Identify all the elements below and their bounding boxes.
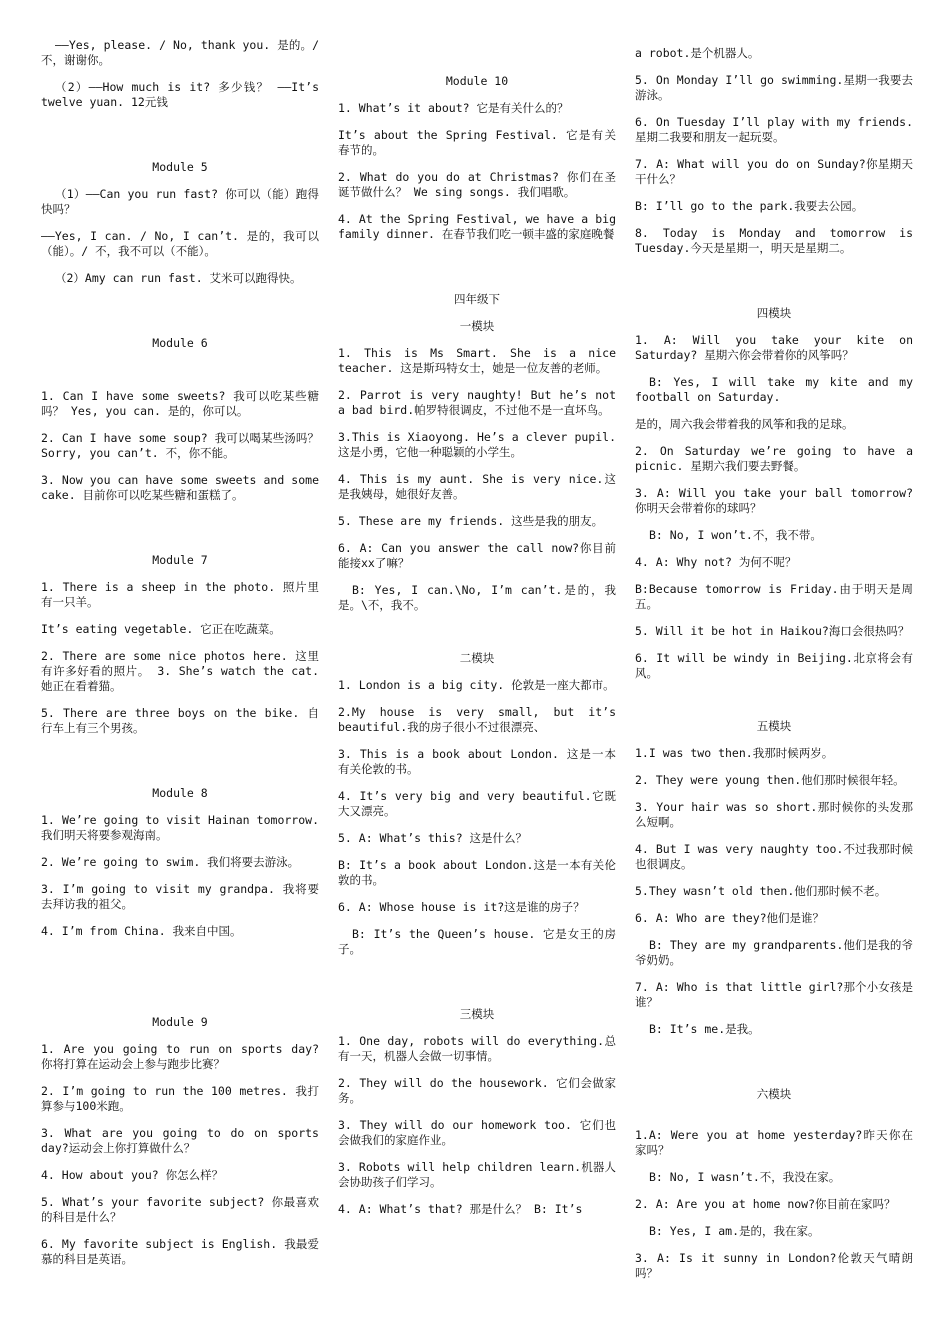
- module-heading: Module 10: [445, 74, 509, 88]
- paragraph: （2）Amy can run fast. 艾米可以跑得快。: [55, 271, 302, 285]
- paragraph: 2. What do you do at Christmas? 你们在圣诞节做什么？ We sing songs. 我们唱歌。: [338, 170, 616, 199]
- unit-heading: 五模块: [756, 719, 792, 733]
- paragraph: 5. On Monday I’ll go swimming.星期一我要去游泳。: [635, 73, 913, 102]
- paragraph: 6. A: Can you answer the call now?你目前能接xx了嘛？: [338, 541, 616, 570]
- paragraph: 3. They will do our homework too. 它们也会做我们的家庭作业。: [338, 1118, 616, 1147]
- paragraph: 1. Can I have some sweets? 我可以吃某些糖吗？ Yes, you can. 是的，你可以。: [41, 389, 319, 418]
- paragraph: 6. A: Who are they?他们是谁？: [635, 911, 825, 925]
- paragraph: 7. A: What will you do on Sunday?你星期天干什么？: [635, 157, 913, 186]
- paragraph: 1. This is Ms Smart. She is a nice teacher. 这是斯玛特女士，她是一位友善的老师。: [338, 346, 616, 375]
- paragraph: 6. My favorite subject is English. 我最爱慕的科目是英语。: [41, 1237, 319, 1266]
- paragraph: B: It’s the Queen’s house. 它是女王的房子。: [338, 927, 616, 956]
- unit-heading: 二模块: [459, 651, 495, 665]
- paragraph: 5. A: What’s this? 这是什么？: [338, 831, 528, 845]
- paragraph: （1）——Can you run fast? 你可以（能）跑得快吗？: [41, 187, 319, 216]
- paragraph: B: It’s me.是我。: [649, 1022, 760, 1036]
- grade-heading: 四年级下: [454, 292, 500, 306]
- paragraph: 2. Parrot is very naughty! But he’s not a bad bird.帕罗特很调皮，不过他不是一直坏鸟。: [338, 388, 616, 417]
- paragraph: 3. This is a book about London. 这是一本有关伦敦的书。: [338, 747, 616, 776]
- column-right: [635, 46, 913, 1293]
- paragraph: 2.My house is very small, but it’s beautiful.我的房子很小不过很漂亮、: [338, 705, 616, 734]
- module-heading: Module 6: [152, 336, 208, 350]
- paragraph: B: No, I won’t.不，我不带。: [649, 528, 822, 542]
- paragraph: 1. Are you going to run on sports day? 你将打算在运动会上参与跑步比赛？: [41, 1042, 319, 1071]
- paragraph: 3.This is Xiaoyong. He’s a clever pupil.这是小勇，它他一种聪颖的小学生。: [338, 430, 616, 459]
- paragraph: 5. These are my friends. 这些是我的朋友。: [338, 514, 604, 528]
- paragraph: 3. A: Is it sunny in London?伦敦天气晴朗吗？: [635, 1251, 913, 1280]
- paragraph: 6. On Tuesday I’ll play with my friends.星期二我要和朋友一起玩耍。: [635, 115, 913, 144]
- column-left: [41, 38, 319, 1279]
- paragraph: 4. A: What’s that? 那是什么？ B: It’s: [338, 1202, 583, 1216]
- module-heading: Module 8: [152, 786, 208, 800]
- unit-heading: 六模块: [756, 1087, 792, 1101]
- paragraph: 1.A: Were you at home yesterday?昨天你在家吗？: [635, 1128, 913, 1157]
- paragraph: 1. A: Will you take your kite on Saturday? 星期六你会带着你的风筝吗？: [635, 333, 913, 362]
- paragraph: B: Yes, I will take my kite and my football on Saturday.: [635, 375, 913, 404]
- paragraph: 4. It’s very big and very beautiful.它既大又漂亮。: [338, 789, 616, 818]
- paragraph: 5. What’s your favorite subject? 你最喜欢的科目是什么？: [41, 1195, 319, 1224]
- paragraph: 1. What’s it about? 它是有关什么的？: [338, 101, 569, 115]
- paragraph: It’s about the Spring Festival. 它是有关春节的。: [338, 128, 616, 157]
- module-heading: Module 9: [152, 1015, 208, 1029]
- paragraph: B: I’ll go to the park.我要去公园。: [635, 199, 864, 213]
- paragraph: 1. One day, robots will do everything.总有一天，机器人会做一切事情。: [338, 1034, 616, 1063]
- paragraph: 1. We’re going to visit Hainan tomorrow. 我们明天将要参观海南。: [41, 813, 319, 842]
- paragraph: 4. But I was very naughty too.不过我那时候也很调皮。: [635, 842, 913, 871]
- paragraph: 3. I’m going to visit my grandpa. 我将要去拜访我的祖父。: [41, 882, 319, 911]
- paragraph: B: No, I wasn’t.不，我没在家。: [649, 1170, 841, 1184]
- paragraph: （2）——How much is it? 多少钱？ ——It’s twelve yuan. 12元钱: [41, 80, 319, 109]
- paragraph: 2. We’re going to swim. 我们将要去游泳。: [41, 855, 300, 869]
- paragraph: B: It’s a book about London.这是一本有关伦敦的书。: [338, 858, 616, 887]
- unit-heading: 四模块: [756, 306, 792, 320]
- paragraph: 3. What are you going to do on sports day?运动会上你打算做什么？: [41, 1126, 319, 1155]
- paragraph: 4. At the Spring Festival, we have a big family dinner. 在春节我们吃一顿丰盛的家庭晚餐: [338, 212, 616, 241]
- module-heading: Module 7: [152, 553, 208, 567]
- paragraph: 2. There are some nice photos here. 这里有许多好看的照片。 3. She’s watch the cat. 她正在看着猫。: [41, 649, 319, 693]
- paragraph: 4. How about you? 你怎么样？: [41, 1168, 224, 1182]
- paragraph: 2. A: Are you at home now?你目前在家吗？: [635, 1197, 896, 1211]
- paragraph: B: Yes, I can.\No, I’m can’t.是的，我是。\不，我不。: [338, 583, 616, 612]
- column-middle: [338, 74, 616, 1229]
- paragraph: 7. A: Who is that little girl?那个小女孩是谁？: [635, 980, 913, 1009]
- paragraph: 5.They wasn’t old then.他们那时候不老。: [635, 884, 887, 898]
- paragraph: 4. This is my aunt. She is very nice.这是我姨母，她很好友善。: [338, 472, 616, 501]
- paragraph: 1. There is a sheep in the photo. 照片里有一只羊。: [41, 580, 319, 609]
- paragraph: B: Yes, I am.是的，我在家。: [649, 1224, 820, 1238]
- paragraph: ——Yes, please. / No, thank you. 是的。/ 不，谢谢你。: [41, 38, 319, 67]
- paragraph: 是的，周六我会带着我的风筝和我的足球。: [635, 417, 854, 431]
- paragraph: 6. It will be windy in Beijing.北京将会有风。: [635, 651, 913, 680]
- paragraph: 8. Today is Monday and tomorrow is Tuesday.今天是星期一，明天是星期二。: [635, 226, 913, 255]
- paragraph: a robot.是个机器人。: [635, 46, 760, 60]
- paragraph: 4. I’m from China. 我来自中国。: [41, 924, 242, 938]
- paragraph: It’s eating vegetable. 它正在吃蔬菜。: [41, 622, 281, 636]
- unit-heading: 一模块: [459, 319, 495, 333]
- paragraph: 2. They will do the housework. 它们会做家务。: [338, 1076, 616, 1105]
- paragraph: 2. They were young then.他们那时候很年轻。: [635, 773, 905, 787]
- paragraph: 1.I was two then.我那时候两岁。: [635, 746, 834, 760]
- paragraph: 2. On Saturday we’re going to have a picnic. 星期六我们要去野餐。: [635, 444, 913, 473]
- paragraph: 2. I’m going to run the 100 metres. 我打算参与100米跑。: [41, 1084, 319, 1113]
- paragraph: 3. A: Will you take your ball tomorrow? 你明天会带着你的球吗？: [635, 486, 913, 515]
- module-heading: Module 5: [152, 160, 208, 174]
- paragraph: 5. There are three boys on the bike. 自行车上有三个男孩。: [41, 706, 319, 735]
- paragraph: 3. Robots will help children learn.机器人会协助孩子们学习。: [338, 1160, 616, 1189]
- paragraph: 1. London is a big city. 伦敦是一座大都市。: [338, 678, 615, 692]
- paragraph: 2. Can I have some soup? 我可以喝某些汤吗？ Sorry, you can’t. 不，你不能。: [41, 431, 319, 460]
- unit-heading: 三模块: [459, 1007, 495, 1021]
- paragraph: 3. Now you can have some sweets and some cake. 目前你可以吃某些糖和蛋糕了。: [41, 473, 319, 502]
- paragraph: 3. Your hair was so short.那时候你的头发那么短啊。: [635, 800, 913, 829]
- paragraph: B:Because tomorrow is Friday.由于明天是周五。: [635, 582, 913, 611]
- paragraph: 4. A: Why not? 为何不呢？: [635, 555, 797, 569]
- paragraph: 5. Will it be hot in Haikou?海口会很热吗？: [635, 624, 910, 638]
- paragraph: ——Yes, I can. / No, I can’t. 是的，我可以（能）。/ 不，我不可以（不能）。: [41, 229, 319, 258]
- paragraph: 6. A: Whose house is it?这是谁的房子？: [338, 900, 585, 914]
- paragraph: B: They are my grandparents.他们是我的爷爷奶奶。: [635, 938, 913, 967]
